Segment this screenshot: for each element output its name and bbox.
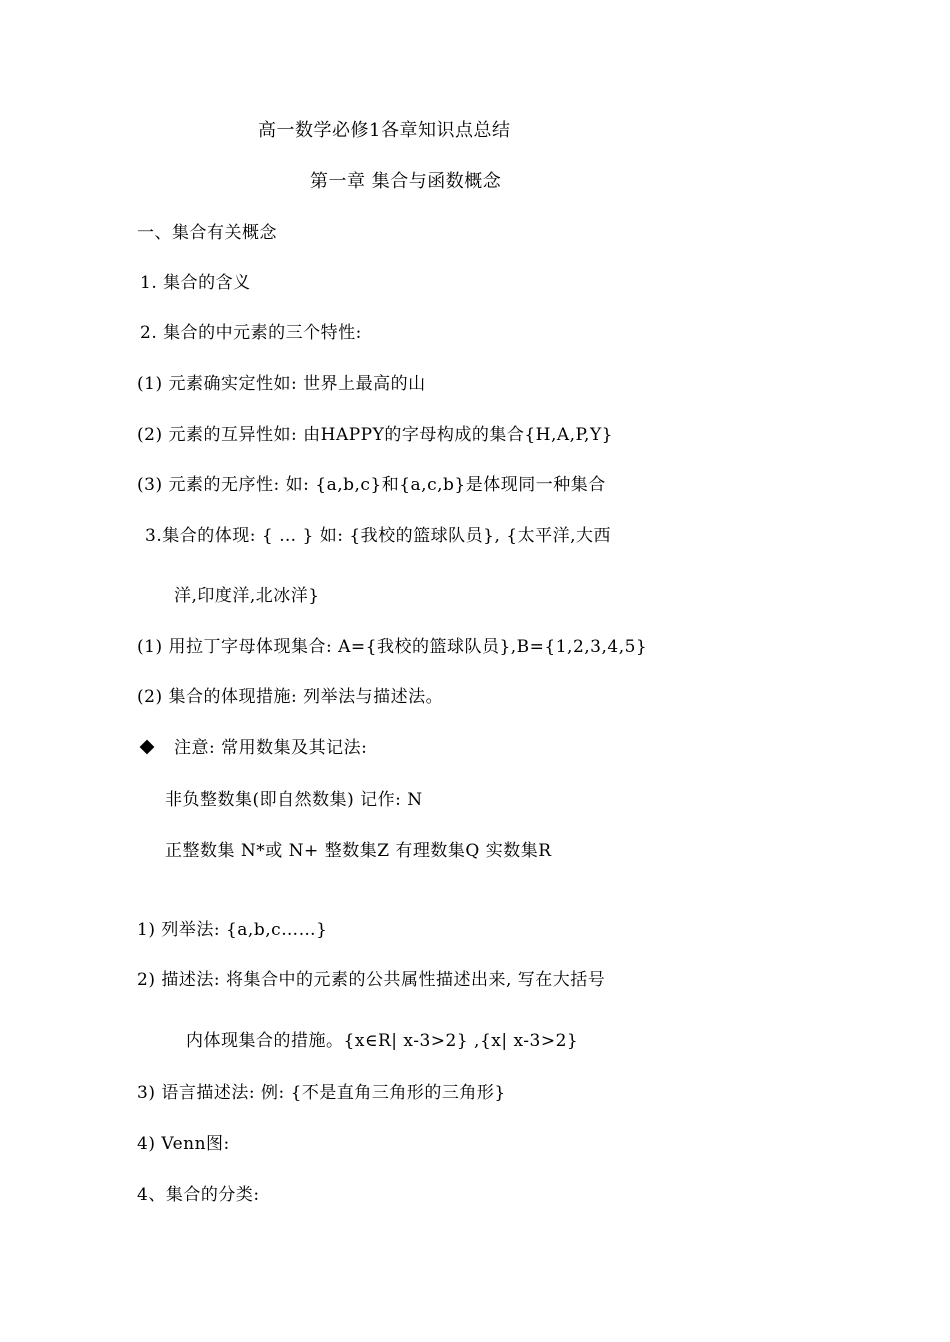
common-number-sets: 正整数集 N*或 N+ 整数集Z 有理数集Q 实数集R [165, 841, 552, 861]
chapter-heading: 第一章 集合与函数概念 [310, 171, 502, 192]
diamond-bullet-icon [140, 740, 155, 755]
method-description-line1: 2) 描述法: 将集合中的元素的公共属性描述出来, 写在大括号 [137, 970, 606, 990]
document-title: 高一数学必修1各章知识点总结 [258, 120, 511, 141]
property-distinctness: (2) 元素的互异性如: 由HAPPY的字母构成的集合{H,A,P,Y} [137, 425, 613, 445]
note-line [140, 737, 367, 759]
property-definiteness: (1) 元素确实定性如: 世界上最高的山 [137, 374, 426, 394]
item-set-properties: 2. 集合的中元素的三个特性: [140, 323, 362, 343]
method-description-line2: 内体现集合的措施。{x∈R| x-3>2} ,{x| x-3>2} [186, 1031, 579, 1051]
representation-methods: (2) 集合的体现措施: 列举法与描述法。 [137, 687, 444, 707]
method-venn: 4) Venn图: [137, 1134, 230, 1154]
item-set-representation-line1: 3.集合的体现: { … } 如: {我校的篮球队员}, {太平洋,大西 [145, 526, 611, 546]
natural-number-set: 非负整数集(即自然数集) 记作: N [165, 790, 423, 810]
latin-letter-notation: (1) 用拉丁字母体现集合: A={我校的篮球队员},B={1,2,3,4,5} [137, 637, 648, 657]
note-text: 注意: 常用数集及其记法: [174, 738, 368, 758]
section-heading: 一、集合有关概念 [137, 223, 277, 243]
method-language: 3) 语言描述法: 例: {不是直角三角形的三角形} [137, 1083, 506, 1103]
item-set-meaning: 1. 集合的含义 [140, 273, 251, 293]
property-unordered: (3) 元素的无序性: 如: {a,b,c}和{a,c,b}是体现同一种集合 [137, 475, 606, 495]
method-enumeration: 1) 列举法: {a,b,c……} [137, 920, 328, 940]
set-classification: 4、集合的分类: [137, 1185, 260, 1205]
item-set-representation-line2: 洋,印度洋,北冰洋} [174, 586, 320, 606]
